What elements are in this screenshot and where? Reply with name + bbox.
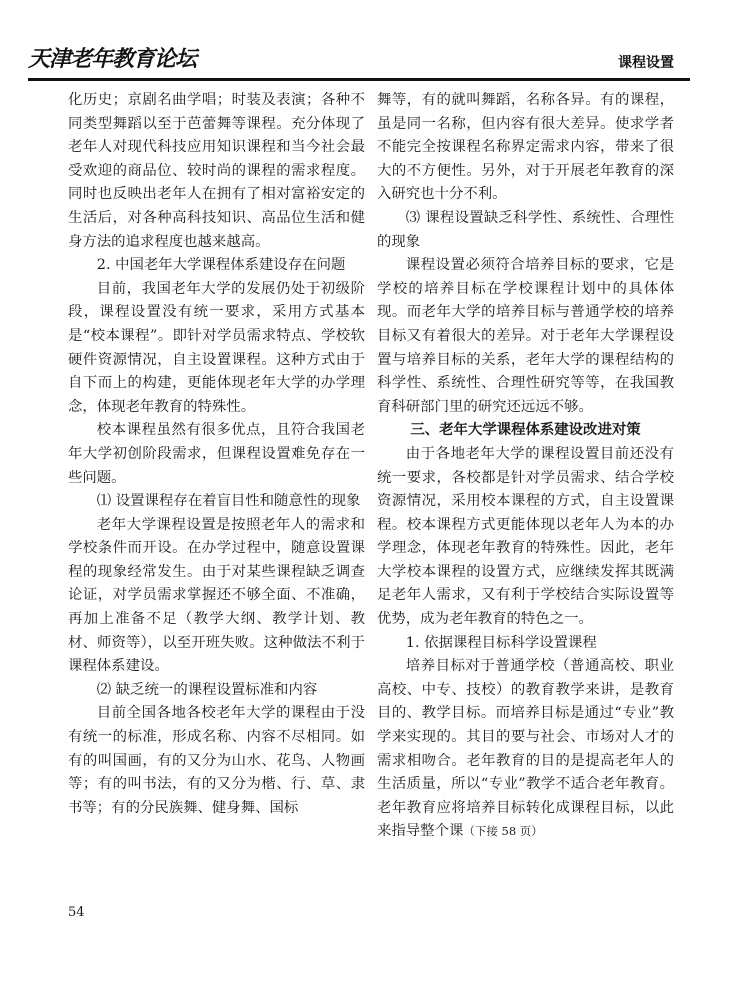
subheading: 2. 中国老年大学课程体系建设存在问题	[96, 257, 346, 274]
paragraph: 目前，我国老年大学的发展仍处于初级阶段，课程设置没有统一要求，采用方式基本是“校本课程”。即针对学员需求特点、学校软硬件资源情况，自主设置课程。这种方式由于自下而上的构建，更能体现老年大学的办学理念，体现老年教育的特殊性。	[68, 280, 365, 415]
left-column	[68, 89, 365, 820]
paragraph: 化历史；京剧名曲学唱；时装及表演；各种不同类型舞蹈以至于芭蕾舞等课程。充分体现了老年人对现代科技应用知识课程和当今社会最受欢迎的商品位、较时尚的课程的需求程度。同时也反映出老年人在拥有了相对富裕安定的生活后，对各种高科技知识、高品位生活和健身方法的追求程度也越来越高。	[68, 92, 365, 250]
page-number: 54	[68, 905, 85, 920]
page-header	[28, 38, 690, 78]
journal-logo: 天津老年教育论坛	[28, 46, 197, 72]
subheading: ⑴ 设置课程存在着盲目性和随意性的现象	[96, 493, 361, 510]
paragraph: 舞等，有的就叫舞蹈，名称各异。有的课程，虽是同一名称，但内容有很大差异。使求学者不能完全按课程名称界定需求内容，带来了很大的不方便性。另外，对于开展老年教育的深入研究也十分不利。	[377, 92, 674, 203]
subheading: ⑵ 缺乏统一的课程设置标准和内容	[96, 681, 318, 698]
paragraph: 由于各地老年大学的课程设置目前还没有统一要求，各校都是针对学员需求、结合学校资源情况，采用校本课程的方式，自主设置课程。校本课程方式更能体现以老年人为本的办学理念，体现老年教育的特殊性。因此，老年大学校本课程的设置方式，应继续发挥其既满足老年人需求，又有利于学校结合实际设置等优势，成为老年教育的特色之一。	[377, 445, 674, 628]
paragraph: 老年大学课程设置是按照老年人的需求和学校条件而开设。在办学过程中，随意设置课程的现象经常发生。由于对某些课程缺乏调查论证，对学员需求掌握还不够全面、不准确，再加上准备不足（教学大纲、教学计划、教材、师资等），以至开班失败。这种做法不利于课程体系建设。	[68, 516, 365, 675]
paragraph: 目前全国各地各校老年大学的课程由于没有统一的标准，形成名称、内容不尽相同。如有的叫国画，有的又分为山水、花鸟、人物画等；有的叫书法，有的又分为楷、行、草、隶书等；有的分民族舞、健身舞、国标	[68, 705, 365, 816]
subheading: 1. 依据课程目标科学设置课程	[405, 634, 597, 651]
section-heading: 三、老年大学课程体系建设改进对策	[410, 422, 641, 439]
right-column	[377, 89, 674, 844]
subheading: ⑶ 课程设置缺乏科学性、系统性、合理性的现象	[377, 209, 674, 250]
section-title: 课程设置	[618, 55, 674, 71]
continuation-note: （下接 58 页）	[463, 824, 543, 839]
header-rule	[28, 78, 690, 81]
paragraph: 课程设置必须符合培养目标的要求，它是学校的培养目标在学校课程计划中的具体体现。而老年大学的培养目标与普通学校的培养目标又有着很大的差异。对于老年大学课程设置与培养目标的关系，老年大学的课程结构的科学性、系统性、合理性研究等等，在我国教育科研部门里的研究还远远不够。	[377, 257, 674, 415]
paragraph	[377, 655, 674, 844]
paragraph: 校本课程虽然有很多优点，且符合我国老年大学初创阶段需求，但课程设置难免存在一些问题。	[68, 422, 365, 486]
paragraph-text: 培养目标对于普通学校（普通高校、职业高校、中专、技校）的教育教学来讲，是教育目的、教学目标。而培养目标是通过“专业”教学来实现的。其目的要与社会、市场对人才的需求相吻合。老年教育的目的是提高老年人的生活质量，所以“专业”教学不适合老年教育。老年教育应将培养目标转化成课程目标，以此来指导整个课	[377, 658, 674, 840]
